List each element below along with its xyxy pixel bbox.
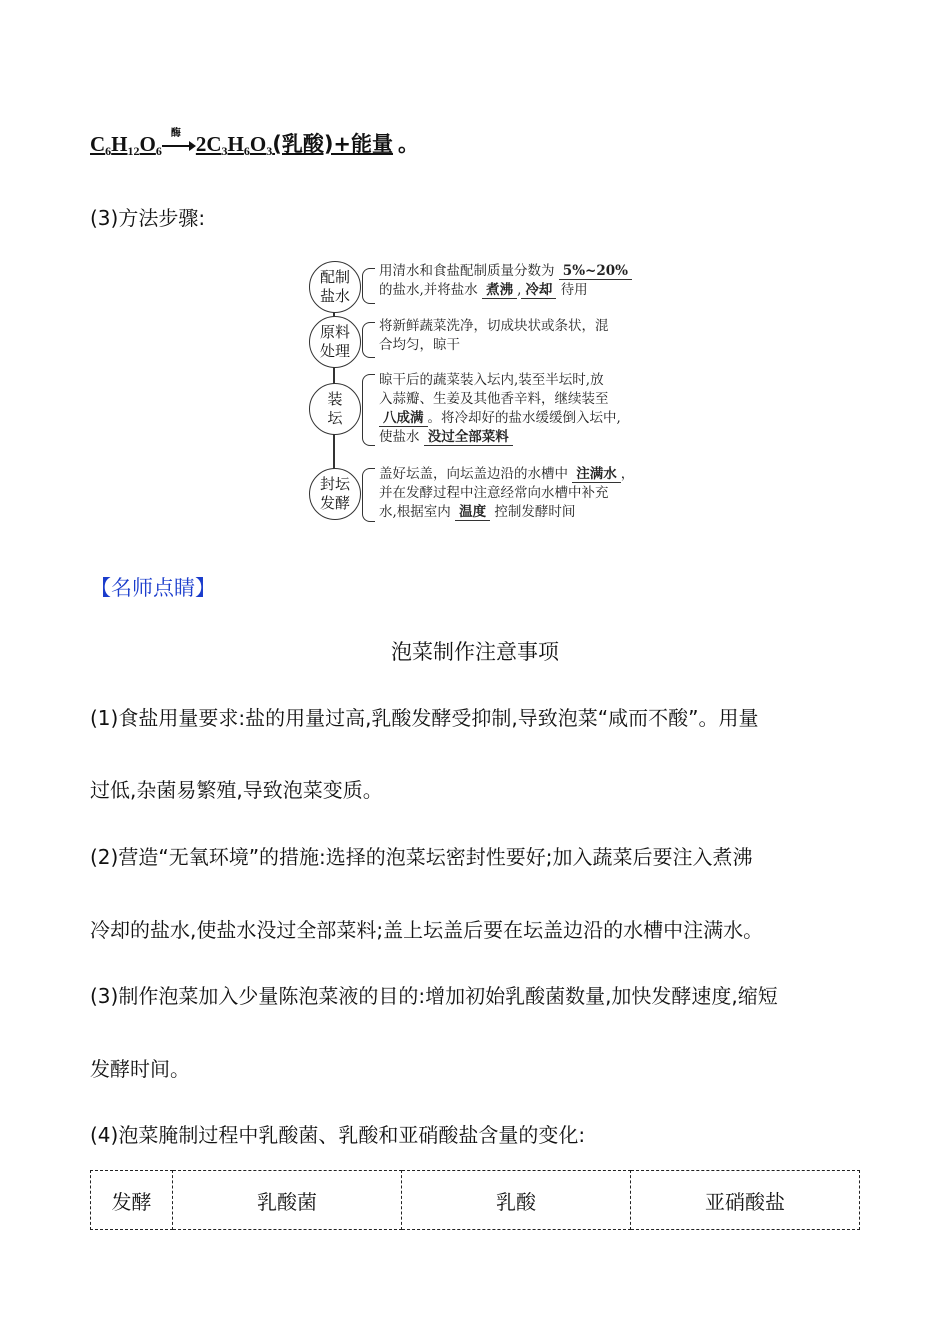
catalyst-label: 酶 — [170, 128, 181, 140]
paragraph-line: 冷却的盐水,使盐水没过全部菜料;盖上坛盖后要在坛盖边沿的水槽中注满水。 — [90, 918, 764, 942]
step-oval-fill-jar: 装 坛 — [309, 383, 361, 435]
reaction-arrow-icon — [162, 128, 196, 152]
paragraph-line: 过低,杂菌易繁殖,导致泡菜变质。 — [90, 778, 383, 802]
eq-product-c: 2C — [195, 132, 222, 156]
eq-sub: 6 — [155, 144, 162, 158]
step-text-material-processing: 将新鲜蔬菜洗净，切成块状或条状，混 合均匀，晾干 — [379, 318, 609, 353]
method-steps-diagram — [305, 258, 650, 526]
paragraph-line: (1)食盐用量要求:盐的用量过高,乳酸发酵受抑制,导致泡菜“咸而不酸”。用量 — [90, 706, 759, 730]
paragraph-line: (3)制作泡菜加入少量陈泡菜液的目的:增加初始乳酸菌数量,加快发酵速度,缩短 — [90, 984, 778, 1008]
paragraph-line: (4)泡菜腌制过程中乳酸菌、乳酸和亚硝酸盐含量的变化: — [90, 1123, 586, 1147]
step-bracket — [362, 468, 375, 522]
eq-tail: (乳酸)+能量 — [272, 132, 394, 156]
step-oval-material-processing: 原料 处理 — [309, 316, 361, 368]
blank-answer: 煮沸 — [482, 282, 517, 299]
paragraph-line: 发酵时间。 — [90, 1057, 190, 1081]
step-oval-prepare-brine: 配制 盐水 — [309, 261, 361, 313]
section-title: 泡菜制作注意事项 — [391, 640, 559, 664]
step-bracket — [362, 322, 375, 358]
eq-sub: 3 — [221, 144, 228, 158]
famous-teacher-tip-label: 【名师点睛】 — [90, 576, 216, 600]
eq-end: 。 — [398, 132, 419, 156]
table-header-cell: 乳酸菌 — [173, 1171, 402, 1230]
blank-answer: 5%~20% — [559, 263, 632, 280]
step-text-prepare-brine: 用清水和食盐配制质量分数为 5%~20% 的盐水,并将盐水 煮沸 , 冷却 待用 — [379, 262, 632, 300]
eq-sub: 6 — [243, 144, 250, 158]
eq-o: O — [249, 132, 267, 156]
step-text-fill-jar: 晾干后的蔬菜装入坛内,装至半坛时,放 入蒜瓣、生姜及其他香辛料，继续装至 八成满 。将冷却好的盐水缓缓倒入坛中, 使盐水 没过全部菜料 — [379, 372, 621, 445]
blank-answer: 八成满 — [379, 410, 428, 427]
table-header-cell: 发酵 — [91, 1171, 173, 1230]
table-header-row — [91, 1171, 860, 1230]
steps-title: (3)方法步骤: — [90, 206, 206, 230]
eq-sub: 3 — [266, 144, 273, 158]
eq-sub: 6 — [105, 144, 112, 158]
blank-answer: 没过全部菜料 — [424, 429, 513, 446]
fermentation-equation — [90, 128, 393, 159]
eq-o: O — [139, 132, 156, 156]
step-bracket — [362, 374, 375, 446]
blank-answer: 冷却 — [521, 282, 556, 299]
step-text-seal-ferment: 盖好坛盖，向坛盖边沿的水槽中 注满水 ， 并在发酵过程中注意经常向水槽中补充 水,根据室内 温度 控制发酵时间 — [379, 466, 635, 520]
paragraph-line: (2)营造“无氧环境”的措施:选择的泡菜坛密封性要好;加入蔬菜后要注入煮沸 — [90, 845, 753, 869]
step-bracket — [362, 268, 375, 304]
table-header-cell: 亚硝酸盐 — [631, 1171, 860, 1230]
step-oval-seal-ferment: 封坛 发酵 — [309, 468, 361, 520]
eq-h: H — [111, 132, 128, 156]
eq-sub: 12 — [127, 144, 140, 158]
eq-h: H — [227, 132, 244, 156]
table-header-cell: 乳酸 — [402, 1171, 631, 1230]
eq-c: C — [90, 132, 106, 156]
blank-answer: 注满水 — [572, 466, 621, 483]
content-change-table — [90, 1170, 860, 1230]
blank-answer: 温度 — [455, 504, 490, 521]
